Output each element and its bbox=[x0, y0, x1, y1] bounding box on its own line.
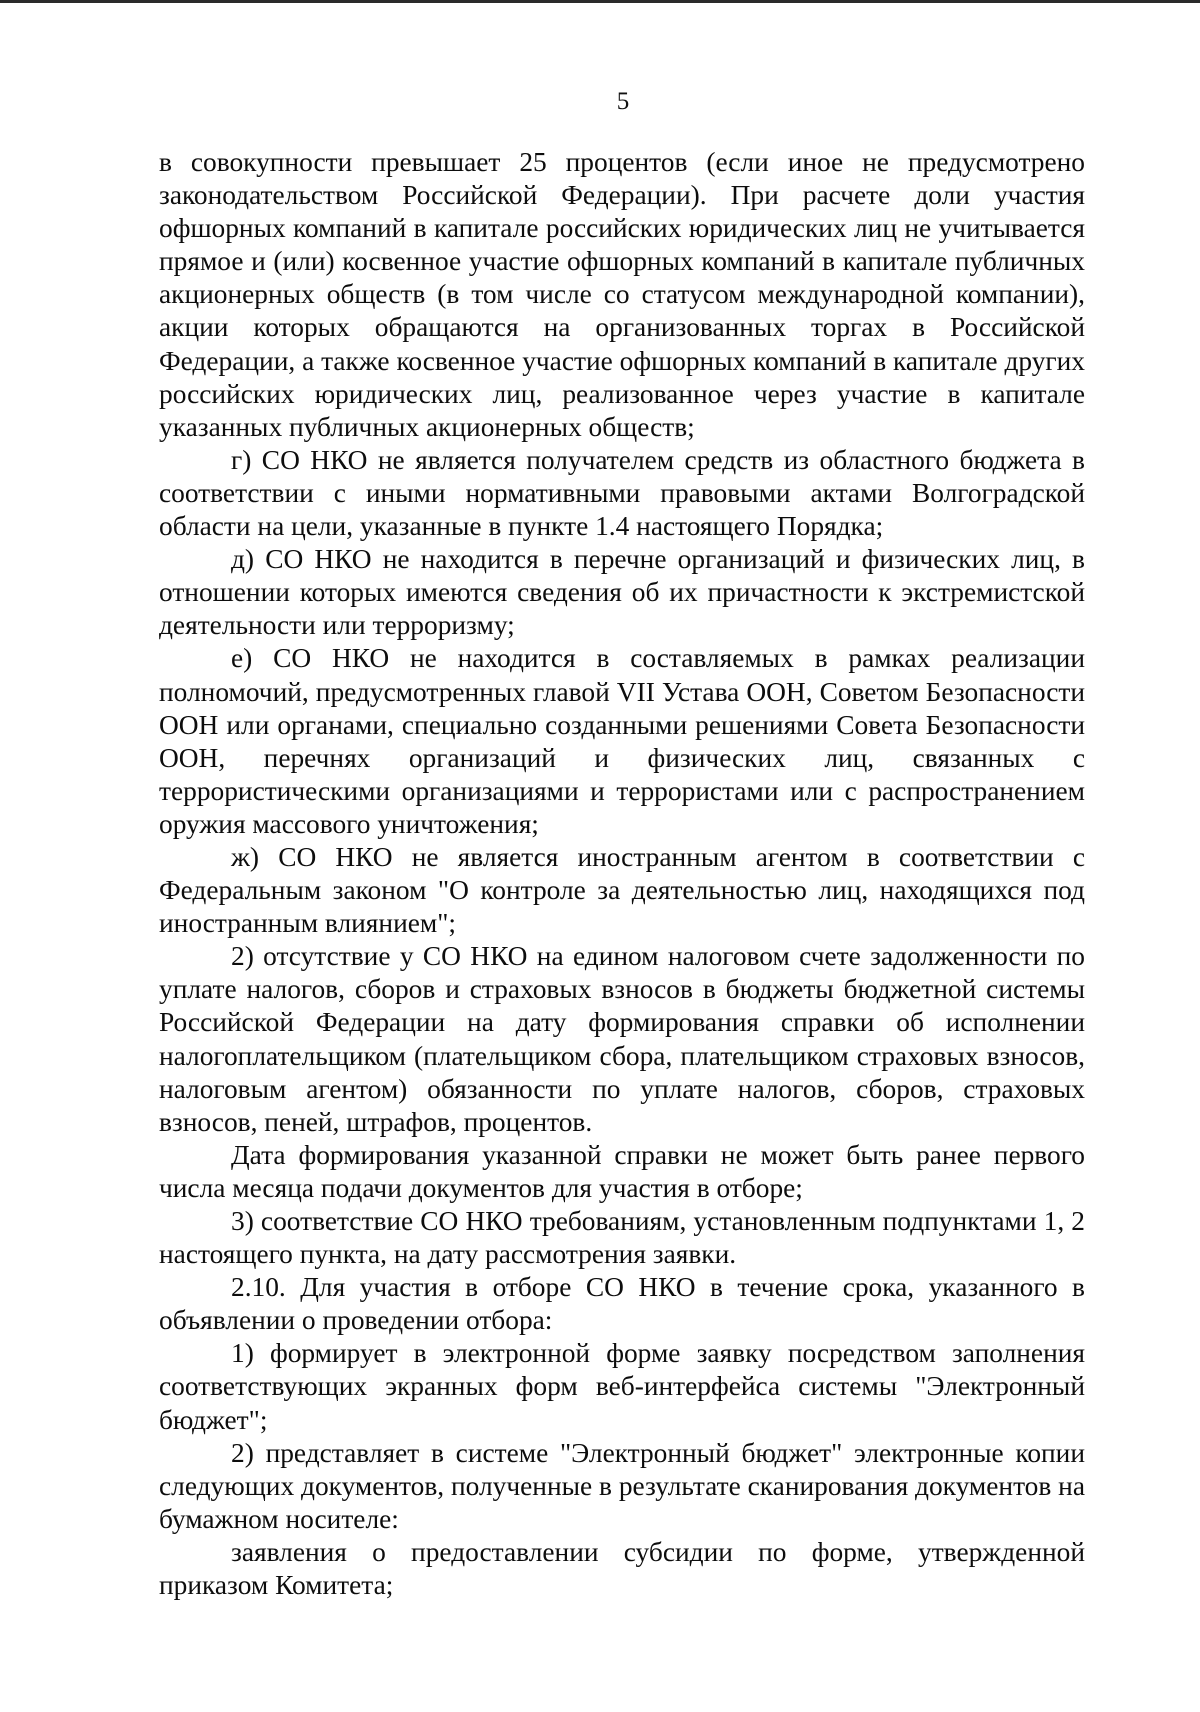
paragraph-item-2: 2) отсутствие у СО НКО на едином налоговом счете задолженности по уплате налогов, сборов и страховых взносов в бюджеты бюджетной системы Российской Федерации на дату формирования справки об исполнении налогоплательщиком (плательщиком сбора, плательщиком страховых взносов, налоговым агентом) обязанности по уплате налогов, сборов, страховых взносов, пеней, штрафов, процентов. bbox=[159, 941, 1085, 1137]
paragraph-date-note: Дата формирования указанной справки не может быть ранее первого числа месяца подачи документов для участия в отборе; bbox=[159, 1139, 1085, 1203]
paragraph-item-zh: ж) СО НКО не является иностранным агентом в соответствии с Федеральным законом "О контроле за деятельностью лиц, находящихся под иностранным влиянием"; bbox=[159, 841, 1085, 939]
paragraph-section-2-10: 2.10. Для участия в отборе СО НКО в течение срока, указанного в объявлении о проведении отбора: bbox=[159, 1272, 1085, 1336]
paragraph-subitem-1: 1) формирует в электронной форме заявку посредством заполнения соответствующих экранных форм веб-интерфейса системы "Электронный бюджет"; bbox=[159, 1338, 1085, 1435]
paragraph-item-d: д) СО НКО не находится в перечне организаций и физических лиц, в отношении которых имеются сведения об их причастности к экстремистской деятельности или терроризму; bbox=[159, 544, 1085, 641]
paragraph-item-e: е) СО НКО не находится в составляемых в рамках реализации полномочий, предусмотренных главой VII Устава ООН, Советом Безопасности ООН или органами, специально созданными решениями Совета Безопасности ООН, перечнях организаций и физических лиц, связанных с террористическими организациями и террористами или с распространением оружия массового уничтожения; bbox=[159, 643, 1085, 839]
page-number: 5 bbox=[616, 88, 630, 115]
paragraph-item-3: 3) соответствие СО НКО требованиям, установленным подпунктами 1, 2 настоящего пункта, на дату рассмотрения заявки. bbox=[159, 1206, 1085, 1270]
paragraph-application-statement: заявления о предоставлении субсидии по форме, утвержденной приказом Комитета; bbox=[159, 1536, 1085, 1601]
paragraph-continuation: в совокупности превышает 25 процентов (если иное не предусмотрено законодательством Российской Федерации). При расчете доли участия офшорных компаний в капитале российских юридических лиц не учитывается прямое и (или) косвенное участие офшорных компаний в капитале публичных акционерных обществ (в том числе со статусом международной компании), акции которых обращаются на организованных торгах в Российской Федерации, а также косвенное участие офшорных компаний в капитале других российских юридических лиц, реализованное через участие в капитале указанных публичных акционерных обществ; bbox=[159, 147, 1085, 442]
paragraph-subitem-2: 2) представляет в системе "Электронный бюджет" электронные копии следующих документов, полученные в результате сканирования документов на бумажном носителе: bbox=[159, 1437, 1085, 1534]
scan-top-edge bbox=[0, 0, 1200, 3]
paragraph-item-g: г) СО НКО не является получателем средств из областного бюджета в соответствии с иными нормативными правовыми актами Волгоградской области на цели, указанные в пункте 1.4 настоящего Порядка; bbox=[159, 444, 1085, 542]
document-body bbox=[159, 146, 1085, 1602]
